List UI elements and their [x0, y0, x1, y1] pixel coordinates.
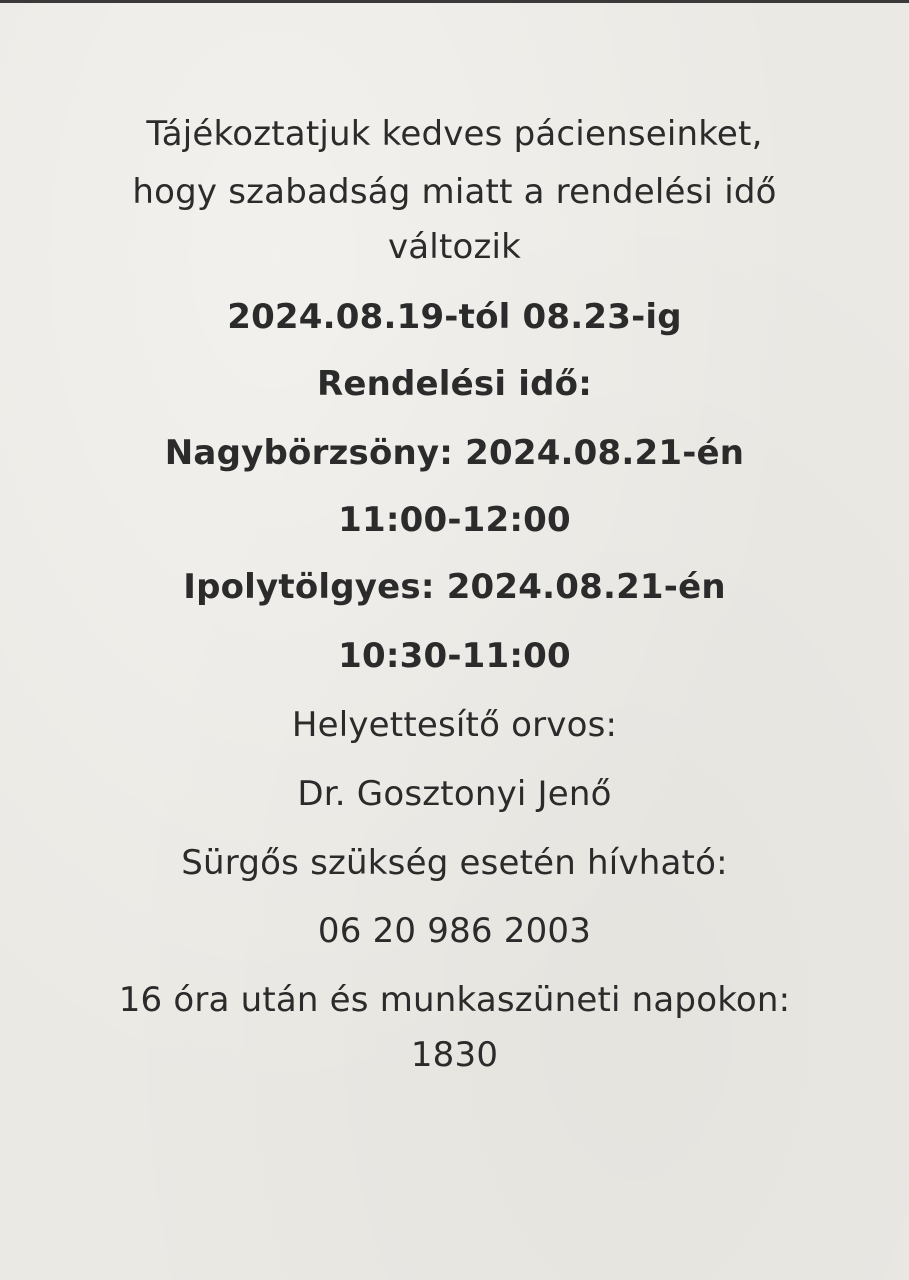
- urgent-phone: 06 20 986 2003: [317, 911, 592, 951]
- substitute-name: Dr. Gosztonyi Jenő: [297, 774, 612, 814]
- date-range: 2024.08.19-tól 08.23-ig: [227, 297, 682, 337]
- location-nagyborzsony-time: 11:00-12:00: [338, 500, 571, 540]
- intro-line-1: Tájékoztatjuk kedves pácienseinket,: [146, 114, 763, 154]
- location-ipolytolgyes-time: 10:30-11:00: [338, 636, 571, 676]
- location-ipolytolgyes: Ipolytölgyes: 2024.08.21-én: [183, 567, 726, 607]
- after-hours-label: 16 óra után és munkaszüneti napokon:: [118, 980, 791, 1020]
- intro-line-2: hogy szabadság miatt a rendelési idő: [132, 172, 777, 212]
- after-hours-number: 1830: [410, 1035, 499, 1075]
- substitute-label: Helyettesítő orvos:: [291, 705, 618, 745]
- location-nagyborzsony: Nagybörzsöny: 2024.08.21-én: [164, 433, 745, 473]
- urgent-label: Sürgős szükség esetén hívható:: [181, 843, 728, 883]
- scan-top-edge: [0, 0, 909, 3]
- hours-heading: Rendelési idő:: [316, 364, 593, 404]
- intro-line-3: változik: [387, 227, 522, 267]
